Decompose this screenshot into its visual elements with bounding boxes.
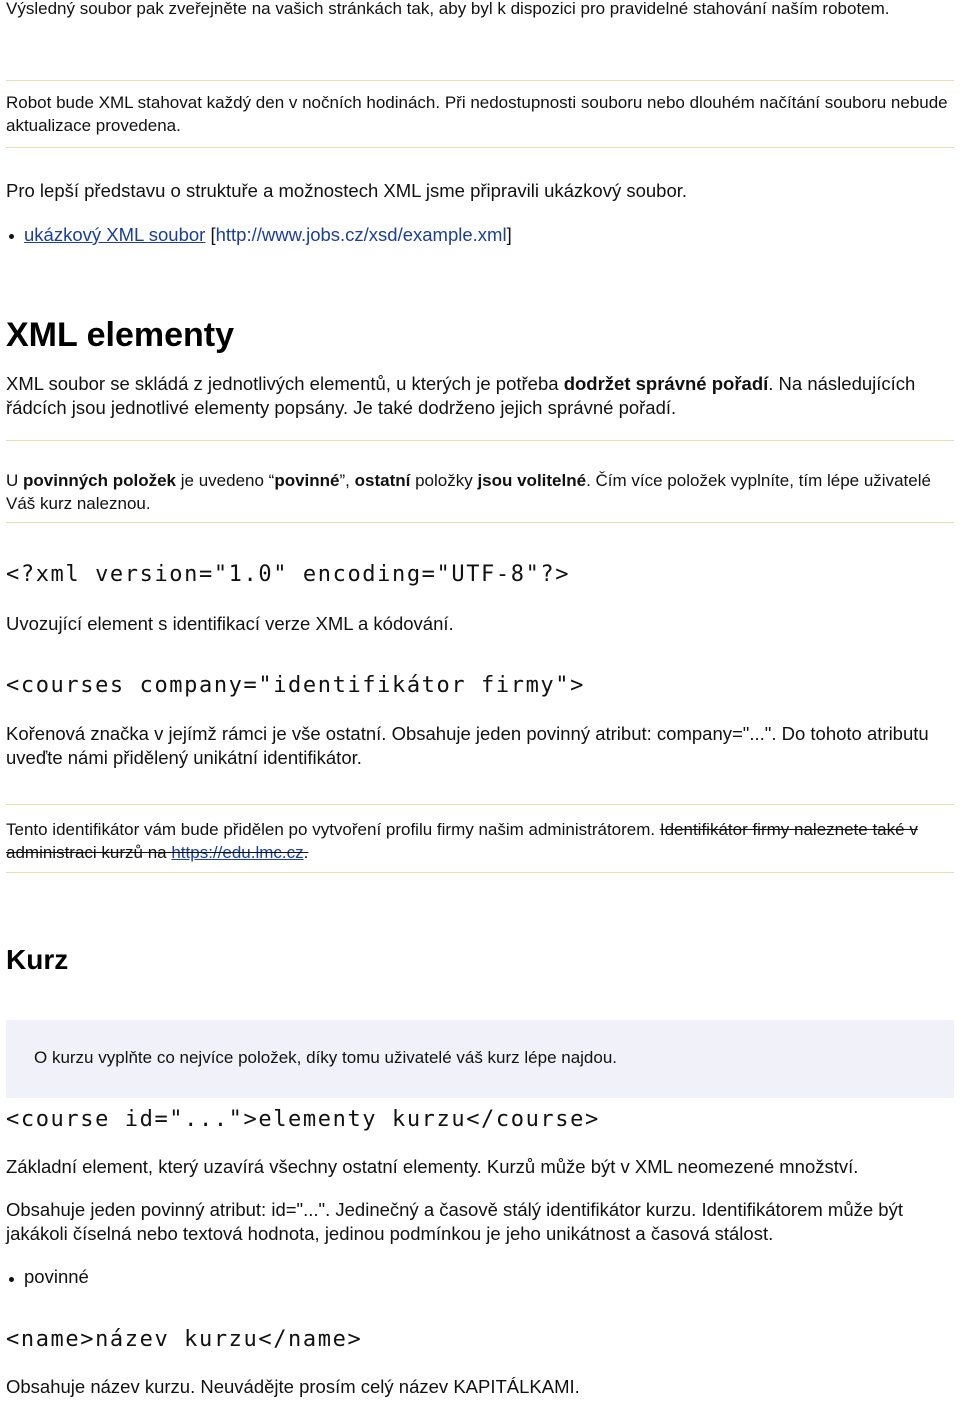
name-element-desc: Obsahuje název kurzu. Neuvádějte prosím celý název KAPITÁLKAMI. — [6, 1376, 580, 1397]
courses-element-code: <courses company="identifikátor firmy"> — [6, 673, 585, 698]
example-xml-link[interactable]: ukázkový XML soubor — [24, 224, 206, 245]
example-xml-url-link[interactable]: http://www.jobs.cz/xsd/example.xml — [215, 224, 507, 245]
identifier-note-end: . — [303, 843, 309, 862]
kurz-heading: Kurz — [6, 944, 69, 975]
course-element-desc: Základní element, který uzavírá všechny ostatní elementy. Kurzů může být v XML neomezené množství. — [6, 1156, 859, 1177]
para2-text: U — [6, 471, 23, 490]
robot-paragraph: Robot bude XML stahovat každý den v nočních hodinách. Při nedostupnosti souboru nebo dlouhém načítání souboru nebude aktualizace provedena. — [6, 93, 948, 135]
para2-bold: povinných položek — [23, 471, 177, 490]
bullet-dot — [9, 234, 14, 239]
example-url-open: [ — [205, 224, 216, 245]
divider — [6, 522, 954, 523]
divider — [6, 804, 954, 805]
edu-lmc-link[interactable]: https://edu.lmc.cz — [171, 843, 304, 862]
para1-part1: XML soubor se skládá z jednotlivých elementů, u kterých je potřeba — [6, 373, 564, 394]
course-id-desc: Obsahuje jeden povinný atribut: id="...". Jedinečný a časově stálý identifikátor kurzu. Identifikátorem může být jakákoli číselná nebo textová hodnota, jedinou podmínkou je jeho unikátnost a časová stálost. — [6, 1199, 903, 1244]
xml-declaration-desc: Uvozující element s identifikací verze XML a kódování. — [6, 613, 454, 634]
divider — [6, 147, 954, 148]
example-url-close: ] — [506, 224, 512, 245]
required-items-note — [6, 469, 952, 515]
divider — [6, 80, 954, 81]
xml-elements-intro — [6, 372, 952, 420]
para2-text: položky — [410, 471, 478, 490]
kurz-info-box — [6, 1020, 954, 1098]
identifier-note-text: Tento identifikátor vám bude přidělen po vytvoření profilu firmy našim administrátorem. — [6, 820, 660, 839]
para2-text: je uvedeno “ — [176, 471, 275, 490]
para2-bold: jsou volitelné — [477, 471, 587, 490]
para2-bold: ostatní — [354, 471, 411, 490]
kurz-info-text: O kurzu vyplňte co nejvíce položek, díky tomu uživatelé váš kurz lépe najdou. — [34, 1048, 618, 1067]
bullet-dot — [9, 1277, 14, 1282]
publish-paragraph: Výsledný soubor pak zveřejněte na vašich stránkách tak, aby byl k dispozici pro pravidelné stahování naším robotem. — [6, 0, 890, 18]
courses-element-desc: Kořenová značka v jejímž rámci je vše ostatní. Obsahuje jeden povinný atribut: company="...". Do tohoto atributu uveďte námi přidělený unikátní identifikátor. — [6, 723, 929, 768]
para2-text: ”, — [339, 471, 355, 490]
course-element-code: <course id="...">elementy kurzu</course> — [6, 1107, 600, 1132]
example-link-item — [24, 223, 952, 247]
divider — [6, 440, 954, 441]
divider — [6, 872, 954, 873]
para2-text: . Čím více položek vyplníte, tím lépe uživatelé Váš kurz naleznou. — [6, 471, 931, 513]
xml-elements-heading: XML elementy — [6, 316, 235, 354]
course-required-label: povinné — [24, 1266, 89, 1287]
para2-bold: povinné — [274, 471, 340, 490]
para1-part2: . Na následujících řádcích jsou jednotlivé elementy popsány. Je také dodrženo jejich správné pořadí. — [6, 373, 916, 418]
example-paragraph: Pro lepší představu o struktuře a možnostech XML jsme připravili ukázkový soubor. — [6, 180, 688, 201]
para1-bold: dodržet správné pořadí — [563, 373, 769, 394]
xml-declaration-code: <?xml version="1.0" encoding="UTF-8"?> — [6, 562, 571, 587]
name-element-code: <name>název kurzu</name> — [6, 1327, 363, 1352]
identifier-note — [6, 818, 952, 864]
identifier-note-strike-text: Identifikátor firmy naleznete také v administraci kurzů na — [6, 820, 918, 862]
